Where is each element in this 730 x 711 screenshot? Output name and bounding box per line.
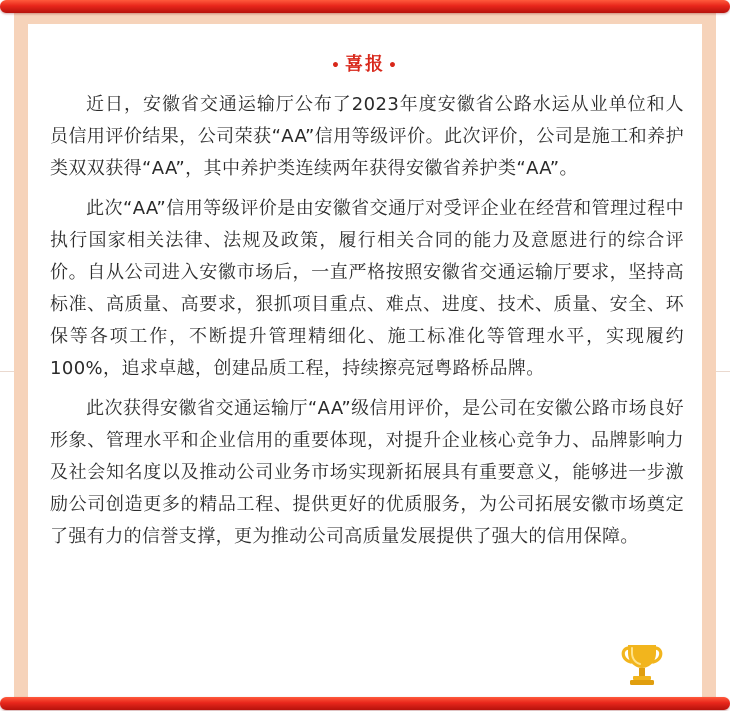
title-dot-left: • [331, 58, 342, 74]
paragraph-3: 此次获得安徽省交通运输厅“AA”级信用评价，是公司在安徽公路市场良好形象、管理水平和企业信用的重要体现，对提升企业核心竞争力、品牌影响力及社会知名度以及推动公司业务市场实现新拓展具有重要意义，能够进一步激励公司创造更多的精品工程、提供更好的优质服务，为公司拓展安徽市场奠定了强有力的信誉支撑，更为推动公司高质量发展提供了强大的信用保障。 [50, 398, 684, 547]
scroll-top-rod [0, 0, 730, 13]
trophy-icon [618, 640, 666, 688]
paragraph-2: 此次“AA”信用等级评价是由安徽省交通厅对受评企业在经营和管理过程中执行国家相关法律、法规及政策，履行相关合同的能力及意愿进行的综合评价。自从公司进入安徽市场后，一直严格按照安徽省交通运输厅要求，坚持高标准、高质量、高要求，狠抓项目重点、难点、进度、技术、质量、安全、环保等各项工作，不断提升管理精细化、施工标准化等管理水平，实现履约100%，追求卓越，创建品质工程，持续擦亮冠粤路桥品牌。 [50, 198, 684, 379]
paragraph-1: 近日，安徽省交通运输厅公布了2023年度安徽省公路水运从业单位和人员信用评价结果，公司荣获“AA”信用等级评价。此次评价，公司是施工和养护类双双获得“AA”，其中养护类连续两年获得安徽省养护类“AA”。 [50, 94, 684, 179]
page-title [0, 50, 730, 76]
announcement-body [50, 89, 684, 561]
title-text: 喜报 [345, 54, 385, 75]
title-dot-right: • [388, 58, 399, 74]
scroll-bottom-rod [0, 697, 730, 710]
